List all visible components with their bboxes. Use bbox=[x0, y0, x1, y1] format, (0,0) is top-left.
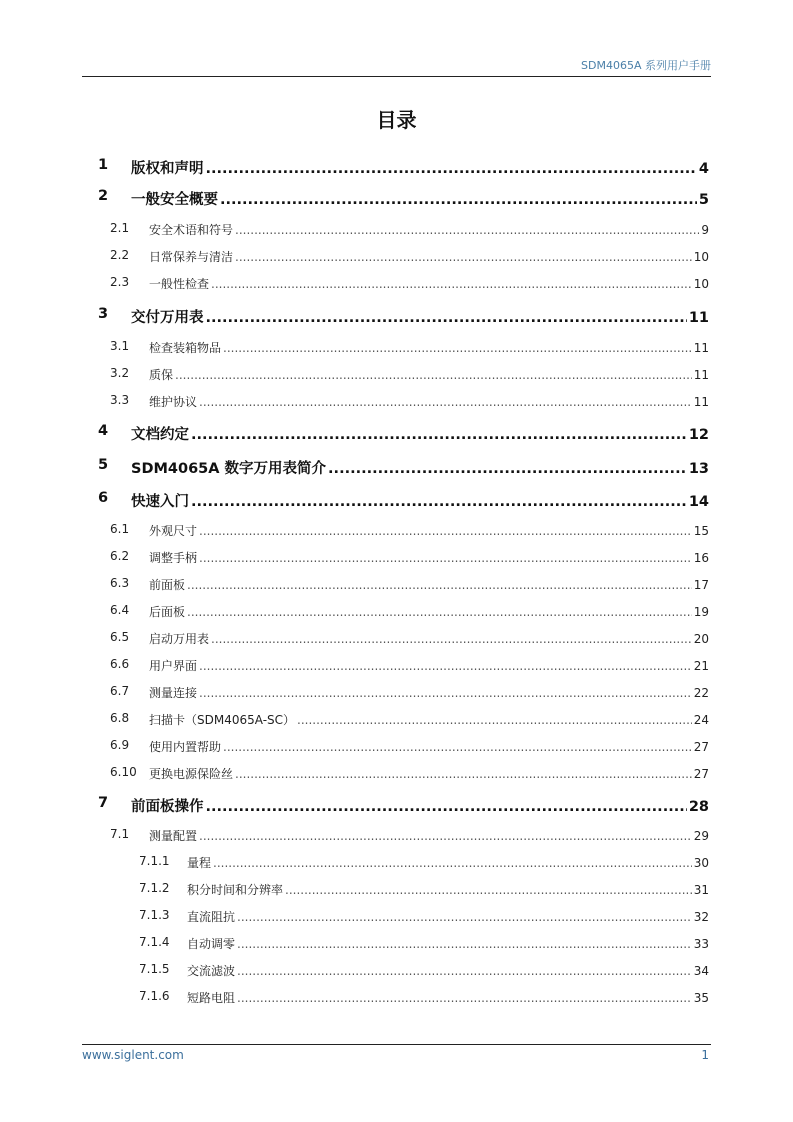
toc-entry-title: 维护协议 bbox=[149, 395, 198, 409]
toc-entry-number: 2.2 bbox=[110, 248, 130, 262]
toc-leader-dots bbox=[206, 799, 687, 815]
toc-entry-number: 2.1 bbox=[110, 221, 130, 235]
toc-entry-page: 28 bbox=[688, 799, 709, 815]
toc-entry-page: 11 bbox=[693, 368, 709, 382]
toc-entry[interactable] bbox=[0, 366, 793, 384]
toc-title: 目录 bbox=[376, 108, 417, 132]
toc-entry-number: 6.2 bbox=[110, 549, 130, 563]
toc-leader-dots bbox=[235, 250, 692, 264]
toc-leader-dots bbox=[206, 161, 697, 177]
toc-leader-dots bbox=[199, 829, 692, 843]
toc-entry[interactable] bbox=[0, 457, 793, 475]
toc-leader-dots bbox=[237, 910, 692, 924]
toc-entry[interactable] bbox=[0, 908, 793, 926]
toc-entry-title: 直流阻抗 bbox=[187, 910, 236, 924]
toc-entry[interactable] bbox=[0, 657, 793, 675]
toc-entry[interactable] bbox=[0, 221, 793, 239]
toc-leader-dots bbox=[211, 632, 692, 646]
toc-entry-title: 自动调零 bbox=[187, 937, 236, 951]
toc-entry-number: 1 bbox=[98, 157, 109, 173]
toc-entry[interactable] bbox=[0, 935, 793, 953]
toc-entry-page: 11 bbox=[693, 341, 709, 355]
toc-entry-number: 3.1 bbox=[110, 339, 130, 353]
toc-entry-number: 6.10 bbox=[110, 765, 137, 779]
footer-divider bbox=[82, 1044, 711, 1045]
toc-entry-page: 22 bbox=[693, 686, 709, 700]
toc-entry-number: 7.1.2 bbox=[139, 881, 170, 895]
toc-leader-dots bbox=[199, 395, 692, 409]
toc-entry-title: 量程 bbox=[187, 856, 212, 870]
toc-entry-number: 6.6 bbox=[110, 657, 130, 671]
toc-entry-number: 3.2 bbox=[110, 366, 130, 380]
toc-leader-dots bbox=[235, 223, 699, 237]
toc-entry-title: 检查装箱物品 bbox=[149, 341, 222, 355]
toc-entry[interactable] bbox=[0, 275, 793, 293]
page-header-title: SDM4065A 系列用户手册 bbox=[581, 59, 711, 72]
toc-entry-number: 6.3 bbox=[110, 576, 130, 590]
toc-entry-page: 20 bbox=[693, 632, 709, 646]
toc-entry[interactable] bbox=[0, 339, 793, 357]
toc-entry-title: 交流滤波 bbox=[187, 964, 236, 978]
toc-entry-page: 13 bbox=[688, 461, 709, 477]
toc-entry-title: 短路电阻 bbox=[187, 991, 236, 1005]
toc-entry-title: SDM4065A 数字万用表简介 bbox=[131, 461, 327, 477]
toc-entry-page: 27 bbox=[693, 740, 709, 754]
toc-leader-dots bbox=[328, 461, 687, 477]
toc-entry-page: 30 bbox=[693, 856, 709, 870]
toc-entry-number: 7.1.5 bbox=[139, 962, 170, 976]
toc-entry-page: 21 bbox=[693, 659, 709, 673]
toc-entry[interactable] bbox=[0, 423, 793, 441]
header-divider bbox=[82, 76, 711, 77]
toc-entry[interactable] bbox=[0, 603, 793, 621]
toc-leader-dots bbox=[237, 964, 692, 978]
toc-leader-dots bbox=[235, 767, 692, 781]
toc-leader-dots bbox=[213, 856, 692, 870]
toc-entry-page: 34 bbox=[693, 964, 709, 978]
toc-entry-title: 日常保养与清洁 bbox=[149, 250, 234, 264]
toc-entry-page: 15 bbox=[693, 524, 709, 538]
toc-entry-page: 10 bbox=[693, 277, 709, 291]
toc-entry[interactable] bbox=[0, 827, 793, 845]
toc-leader-dots bbox=[237, 937, 692, 951]
toc-entry[interactable] bbox=[0, 188, 793, 206]
toc-entry-number: 6.5 bbox=[110, 630, 130, 644]
toc-entry-title: 交付万用表 bbox=[131, 310, 204, 326]
toc-entry-title: 使用内置帮助 bbox=[149, 740, 222, 754]
toc-leader-dots bbox=[206, 310, 687, 326]
toc-entry[interactable] bbox=[0, 522, 793, 540]
toc-entry-page: 27 bbox=[693, 767, 709, 781]
toc-entry-number: 6.7 bbox=[110, 684, 130, 698]
toc-entry-number: 2.3 bbox=[110, 275, 130, 289]
toc-leader-dots bbox=[175, 368, 692, 382]
toc-entry-title: 一般安全概要 bbox=[131, 192, 218, 208]
toc-entry-number: 6.1 bbox=[110, 522, 130, 536]
toc-entry-page: 12 bbox=[688, 427, 709, 443]
toc-entry-page: 35 bbox=[693, 991, 709, 1005]
toc-entry-number: 7.1.6 bbox=[139, 989, 170, 1003]
toc-entry-title: 调整手柄 bbox=[149, 551, 198, 565]
toc-leader-dots bbox=[199, 551, 692, 565]
toc-entry-title: 更换电源保险丝 bbox=[149, 767, 234, 781]
toc-entry-number: 6 bbox=[98, 490, 109, 506]
toc-entry[interactable] bbox=[0, 576, 793, 594]
toc-leader-dots bbox=[191, 427, 687, 443]
toc-entry[interactable] bbox=[0, 684, 793, 702]
toc-entry[interactable] bbox=[0, 248, 793, 266]
toc-entry-title: 前面板操作 bbox=[131, 799, 204, 815]
toc-entry-title: 一般性检查 bbox=[149, 277, 210, 291]
toc-entry-page: 11 bbox=[693, 395, 709, 409]
toc-entry-title: 测量连接 bbox=[149, 686, 198, 700]
toc-leader-dots bbox=[297, 713, 692, 727]
toc-leader-dots bbox=[223, 341, 692, 355]
toc-entry-page: 33 bbox=[693, 937, 709, 951]
toc-entry[interactable] bbox=[0, 157, 793, 175]
toc-entry-number: 6.9 bbox=[110, 738, 130, 752]
toc-entry-page: 11 bbox=[688, 310, 709, 326]
toc-entry[interactable] bbox=[0, 393, 793, 411]
toc-entry-number: 2 bbox=[98, 188, 109, 204]
toc-entry-page: 16 bbox=[693, 551, 709, 565]
toc-entry-page: 14 bbox=[688, 494, 709, 510]
toc-entry-title: 后面板 bbox=[149, 605, 186, 619]
toc-entry-title: 积分时间和分辨率 bbox=[187, 883, 284, 897]
toc-entry[interactable] bbox=[0, 962, 793, 980]
toc-entry-number: 6.4 bbox=[110, 603, 130, 617]
toc-leader-dots bbox=[237, 991, 692, 1005]
toc-entry-number: 4 bbox=[98, 423, 109, 439]
toc-entry[interactable] bbox=[0, 765, 793, 783]
toc-entry-page: 9 bbox=[701, 223, 709, 237]
toc-leader-dots bbox=[199, 686, 692, 700]
toc-leader-dots bbox=[220, 192, 697, 208]
toc-entry[interactable] bbox=[0, 490, 793, 508]
toc-entry[interactable] bbox=[0, 854, 793, 872]
toc-leader-dots bbox=[187, 605, 692, 619]
toc-entry-title: 文档约定 bbox=[131, 427, 189, 443]
toc-entry-title: 扫描卡（SDM4065A-SC） bbox=[149, 713, 296, 727]
toc-entry-page: 19 bbox=[693, 605, 709, 619]
toc-entry[interactable] bbox=[0, 711, 793, 729]
toc-entry-page: 29 bbox=[693, 829, 709, 843]
toc-entry[interactable] bbox=[0, 881, 793, 899]
toc-entry-number: 7.1 bbox=[110, 827, 130, 841]
footer-url-link[interactable]: www.siglent.com bbox=[82, 1048, 184, 1062]
footer-page-number: 1 bbox=[701, 1048, 709, 1062]
toc-entry-title: 测量配置 bbox=[149, 829, 198, 843]
toc-entry-page: 4 bbox=[698, 161, 709, 177]
toc-entry-title: 用户界面 bbox=[149, 659, 198, 673]
toc-entry-title: 启动万用表 bbox=[149, 632, 210, 646]
toc-entry-title: 版权和声明 bbox=[131, 161, 204, 177]
toc-entry-page: 10 bbox=[693, 250, 709, 264]
toc-entry-number: 6.8 bbox=[110, 711, 130, 725]
toc-entry[interactable] bbox=[0, 738, 793, 756]
toc-entry-title: 前面板 bbox=[149, 578, 186, 592]
toc-entry[interactable] bbox=[0, 989, 793, 1007]
toc-entry-number: 7.1.1 bbox=[139, 854, 170, 868]
toc-entry-number: 7.1.3 bbox=[139, 908, 170, 922]
toc-leader-dots bbox=[199, 524, 692, 538]
toc-entry-page: 24 bbox=[693, 713, 709, 727]
toc-leader-dots bbox=[211, 277, 692, 291]
toc-entry-title: 外观尺寸 bbox=[149, 524, 198, 538]
toc-entry-page: 32 bbox=[693, 910, 709, 924]
toc-entry-title: 安全术语和符号 bbox=[149, 223, 234, 237]
toc-entry-page: 31 bbox=[693, 883, 709, 897]
toc-entry-number: 3 bbox=[98, 306, 109, 322]
toc-leader-dots bbox=[199, 659, 692, 673]
toc-leader-dots bbox=[285, 883, 692, 897]
toc-entry-page: 5 bbox=[698, 192, 709, 208]
toc-entry[interactable] bbox=[0, 795, 793, 813]
toc-entry-page: 17 bbox=[693, 578, 709, 592]
toc-leader-dots bbox=[191, 494, 687, 510]
toc-entry-number: 3.3 bbox=[110, 393, 130, 407]
toc-leader-dots bbox=[187, 578, 692, 592]
toc-entry[interactable] bbox=[0, 549, 793, 567]
toc-entry[interactable] bbox=[0, 630, 793, 648]
toc-entry-title: 快速入门 bbox=[131, 494, 189, 510]
toc-entry-number: 7 bbox=[98, 795, 109, 811]
toc-entry-number: 5 bbox=[98, 457, 109, 473]
toc-leader-dots bbox=[223, 740, 692, 754]
toc-entry-number: 7.1.4 bbox=[139, 935, 170, 949]
toc-entry[interactable] bbox=[0, 306, 793, 324]
toc-entry-title: 质保 bbox=[149, 368, 174, 382]
